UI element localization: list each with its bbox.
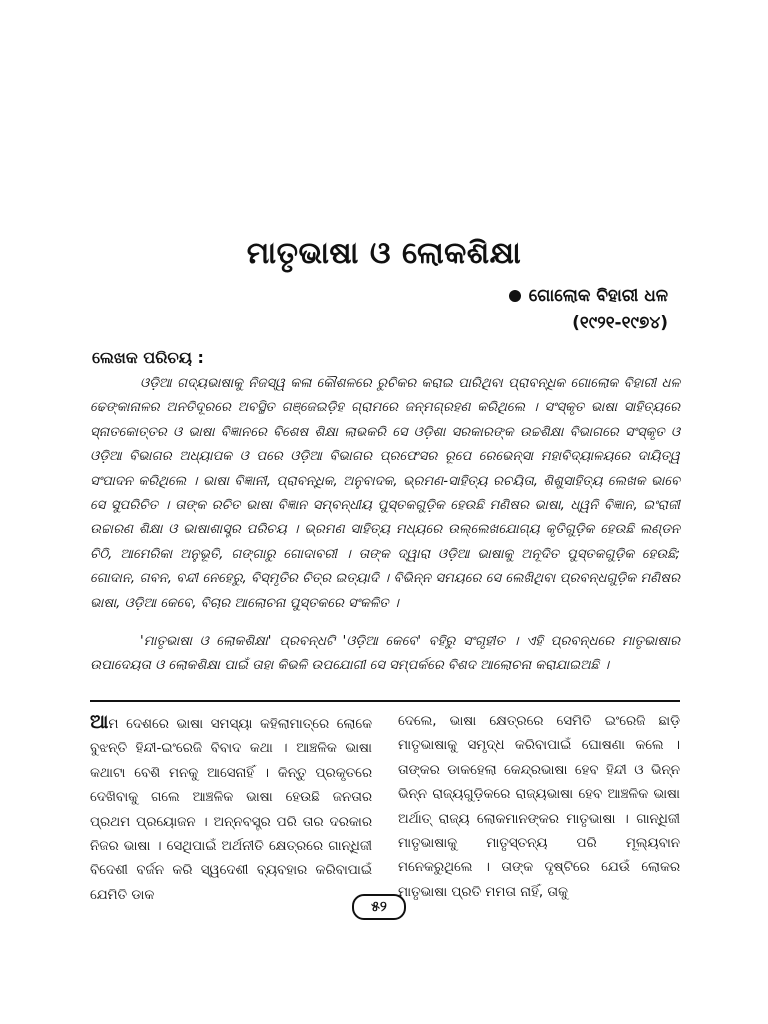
- body-column-right: [398, 710, 680, 908]
- section-divider: [90, 700, 680, 702]
- author-name: ଗୋଲୋକ ବିହାରୀ ଧଳ: [528, 286, 668, 306]
- drop-cap: ଆ: [90, 711, 109, 733]
- body-text: ମ ଦେଶରେ ଭାଷା ସମସ୍ୟା କହିଲାମାତ୍ରେ ଲୋକେ ବୁଝନ୍ତି ହିନ୍ଦୀ-ଇଂରେଜି ବିବାଦ କଥା । ଆଞ୍ଚଳିକ ଭାଷା କଥାଟା ବେଶି ମନକୁ ଆସେନାହିଁ । କିନ୍ତୁ ପ୍ରକୃତରେ ଦେଖିବାକୁ ଗଲେ ଆଞ୍ଚଳିକ ଭାଷା ହେଉଛି ଜନତାର ପ୍ରଥମ ପ୍ରୟୋଜନ । ଅନ୍ନବସ୍ତ୍ର ପରି ତାର ଦରକାର ନିଜର ଭାଷା । ସେଥିପାଇଁ ଅର୍ଥନୀତି କ୍ଷେତ୍ରରେ ଗାନ୍ଧିଜୀ ବିଦେଶୀ ବର୍ଜନ କରି ସ୍ୱଦେଶୀ ବ୍ୟବହାର କରିବାପାଇଁ ଯେମିତି ଡାକ: [90, 717, 372, 903]
- section-heading: ଲେଖକ ପରିଚୟ :: [92, 348, 204, 367]
- body-column-left: [90, 710, 372, 908]
- author-years: (୧୯୨୧-୧୯୭୪): [572, 313, 668, 333]
- body-paragraph: ଦେଲେ, ଭାଷା କ୍ଷେତ୍ରରେ ସେମିତି ଇଂରେଜି ଛାଡ଼ି ମାତୃଭାଷାକୁ ସମୃଦ୍ଧ କରିବାପାଇଁ ଘୋଷଣା କଲେ । ତାଙ୍କର ଡାକହେଲା କେନ୍ଦ୍ରଭାଷା ହେବ ହିନ୍ଦୀ ଓ ଭିନ୍ନ ଭିନ୍ନ ରାଜ୍ୟଗୁଡ଼ିକରେ ରାଜ୍ୟଭାଷା ହେବ ଆଞ୍ଚଳିକ ଭାଷା ଅର୍ଥାତ୍ ରାଜ୍ୟ ଲୋକମାନଙ୍କର ମାତୃଭାଷା । ଗାନ୍ଧିଜୀ ମାତୃଭାଷାକୁ ମାତୃସ୍ତନ୍ୟ ପରି ମୂଲ୍ୟବାନ ମନେକରୁଥିଲେ । ତାଙ୍କ ଦୃଷ୍ଟିରେ ଯେଉଁ ଲୋକର ମାତୃଭାଷା ପ୍ରତି ମମତା ନାହିଁ, ତାକୁ: [398, 714, 680, 900]
- author-line: [509, 286, 668, 306]
- author-introduction: [90, 372, 680, 679]
- page-number: ୫୨: [352, 894, 406, 920]
- intro-paragraph: ଓଡ଼ିଆ ଗଦ୍ୟଭାଷାକୁ ନିଜସ୍ୱ କଳା କୌଶଳରେ ରୁଚିକର କରାଇ ପାରିଥିବା ପ୍ରାବନ୍ଧିକ ଗୋଲୋକ ବିହାରୀ ଧଳ ଢେଙ୍କାନାଳର ଅନତିଦୂରରେ ଅବସ୍ଥିତ ଗଞ୍ଜେଇଡ଼ିହ ଗ୍ରାମରେ ଜନ୍ମଗ୍ରହଣ କରିଥିଲେ । ସଂସ୍କୃତ ଭାଷା ସାହିତ୍ୟରେ ସ୍ନାତକୋତ୍ତର ଓ ଭାଷା ବିଜ୍ଞାନରେ ବିଶେଷ ଶିକ୍ଷା ଲାଭକରି ସେ ଓଡ଼ିଶା ସରକାରଙ୍କ ଉଚ୍ଚଶିକ୍ଷା ବିଭାଗରେ ସଂସ୍କୃତ ଓ ଓଡ଼ିଆ ବିଭାଗର ଅଧ୍ୟାପକ ଓ ପରେ ଓଡ଼ିଆ ବିଭାଗର ପ୍ରଫେସର ରୂପେ ରେଭେନ୍ସା ମହାବିଦ୍ୟାଳୟରେ ଦାୟିତ୍ୱ ସଂପାଦନ କରିଥିଲେ । ଭାଷା ବିଜ୍ଞାନୀ, ପ୍ରାବନ୍ଧିକ, ଅନୁବାଦକ, ଭ୍ରମଣ-ସାହିତ୍ୟ ରଚୟିତା, ଶିଶୁସାହିତ୍ୟ ଲେଖକ ଭାବେ ସେ ସୁପରିଚିତ । ତାଙ୍କ ରଚିତ ଭାଷା ବିଜ୍ଞାନ ସମ୍ବନ୍ଧୀୟ ପୁସ୍ତକଗୁଡ଼ିକ ହେଉଛି ମଣିଷର ଭାଷା, ଧ୍ୱନି ବିଜ୍ଞାନ, ଇଂରାଜୀ ଉଚ୍ଚାରଣ ଶିକ୍ଷା ଓ ଭାଷାଶାସ୍ତ୍ର ପରିଚୟ । ଭ୍ରମଣ ସାହିତ୍ୟ ମଧ୍ୟରେ ଉଲ୍ଲେଖଯୋଗ୍ୟ କୃତିଗୁଡ଼ିକ ହେଉଛି ଲଣ୍ଡନ ଚିଠି, ଆମେରିକା ଅନୁଭୂତି, ଗଙ୍ଗାରୁ ଗୋଦାବରୀ । ତାଙ୍କ ଦ୍ୱାରା ଓଡ଼ିଆ ଭାଷାକୁ ଅନୂଦିତ ପୁସ୍ତକଗୁଡ଼ିକ ହେଉଛି; ଗୋଦାନ, ଗବନ, ବନ୍ଦୀ ନେହେରୁ, ବିସ୍ମୃତିର ଚିତ୍ର ଇତ୍ୟାଦି । ବିଭିନ୍ନ ସମୟରେ ସେ ଲେଖିଥିବା ପ୍ରବନ୍ଧଗୁଡ଼ିକ ମଣିଷର ଭାଷା, ଓଡ଼ିଆ କେବେ, ବିଚାର ଆଲୋଚନା ପୁସ୍ତକରେ ସଂକଳିତ ।: [90, 376, 680, 611]
- body-paragraph: [90, 710, 372, 908]
- bullet-icon: [509, 290, 521, 302]
- intro-paragraph: 'ମାତୃଭାଷା ଓ ଲୋକଶିକ୍ଷା' ପ୍ରବନ୍ଧଟି 'ଓଡ଼ିଆ କେବେ' ବହିରୁ ସଂଗୃହୀତ । ଏହି ପ୍ରବନ୍ଧରେ ମାତୃଭାଷାର ଉପାଦେୟତା ଓ ଲୋକଶିକ୍ଷା ପାଇଁ ତାହା କିଭଳି ଉପଯୋଗୀ ସେ ସମ୍ପର୍କରେ ବିଶଦ ଆଲୋଚନା କରାଯାଇଅଛି ।: [90, 634, 680, 674]
- page-title: ମାତୃଭାଷା ଓ ଲୋକଶିକ୍ଷା: [246, 236, 522, 271]
- body-columns: [90, 710, 680, 908]
